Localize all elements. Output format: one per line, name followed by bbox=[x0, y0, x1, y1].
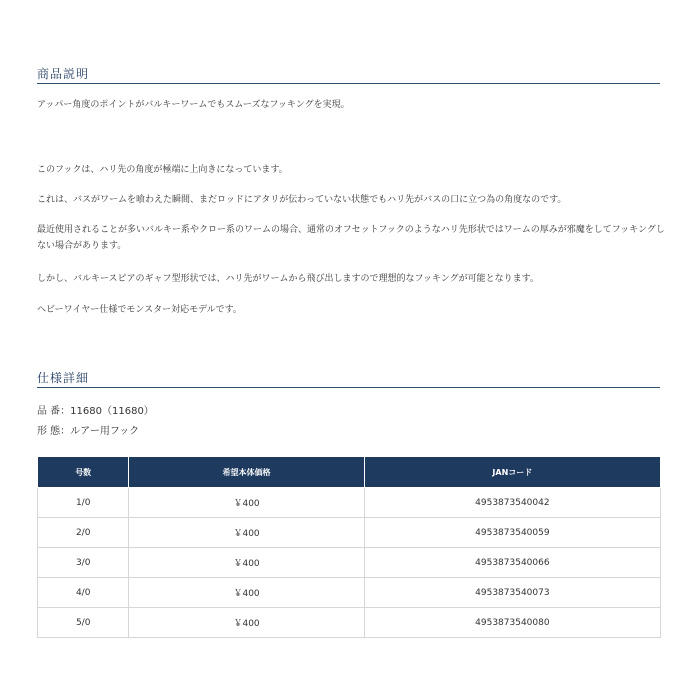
product-shape: 形 態：ルアー用フック bbox=[37, 426, 140, 437]
cell-size: 5/0 bbox=[38, 608, 129, 638]
table-row bbox=[38, 548, 661, 578]
header-jan-code: JANコード bbox=[364, 457, 660, 488]
cell-price: ￥400 bbox=[129, 548, 364, 578]
cell-price: ￥400 bbox=[129, 578, 364, 608]
table-row bbox=[38, 608, 661, 638]
description-paragraph: アッパー角度のポイントがバルキーワームでもスムーズなフッキングを実現。 bbox=[37, 100, 350, 110]
cell-jan-code: 4953873540080 bbox=[364, 608, 660, 638]
description-paragraph: しかし、バルキースピアのギャフ型形状では、ハリ先がワームから飛び出しますので理想的なフッキングが可能となります。 bbox=[37, 274, 539, 284]
cell-price: ￥400 bbox=[129, 488, 364, 518]
header-size: 号数 bbox=[38, 457, 129, 488]
cell-jan-code: 4953873540059 bbox=[364, 518, 660, 548]
description-paragraph: ヘビーワイヤー仕様でモンスター対応モデルです。 bbox=[37, 305, 242, 315]
header-price: 希望本体価格 bbox=[129, 457, 364, 488]
description-paragraph: これは、バスがワームを喰わえた瞬間、まだロッドにアタリが伝わっていない状態でもハリ先がバスの口に立つ為の角度なのです。 bbox=[37, 195, 567, 205]
product-description-heading: 商品説明 bbox=[37, 67, 660, 84]
table-row bbox=[38, 488, 661, 518]
cell-price: ￥400 bbox=[129, 608, 364, 638]
description-paragraph: このフックは、ハリ先の角度が極端に上向きになっています。 bbox=[37, 165, 288, 175]
spec-table bbox=[37, 456, 661, 638]
table-row bbox=[38, 518, 661, 548]
cell-size: 2/0 bbox=[38, 518, 129, 548]
cell-size: 3/0 bbox=[38, 548, 129, 578]
table-header-row bbox=[38, 457, 661, 488]
product-number: 品 番：11680（11680） bbox=[37, 406, 154, 417]
table-row bbox=[38, 578, 661, 608]
cell-jan-code: 4953873540073 bbox=[364, 578, 660, 608]
cell-size: 1/0 bbox=[38, 488, 129, 518]
cell-jan-code: 4953873540042 bbox=[364, 488, 660, 518]
cell-jan-code: 4953873540066 bbox=[364, 548, 660, 578]
description-paragraph: 最近使用されることが多いバルキー系やクロー系のワームの場合、通常のオフセットフックのようなハリ先形状ではワームの厚みが邪魔をしてフッキングしない場合があります。 bbox=[37, 225, 665, 251]
cell-price: ￥400 bbox=[129, 518, 364, 548]
spec-details-heading: 仕様詳細 bbox=[37, 371, 660, 388]
cell-size: 4/0 bbox=[38, 578, 129, 608]
